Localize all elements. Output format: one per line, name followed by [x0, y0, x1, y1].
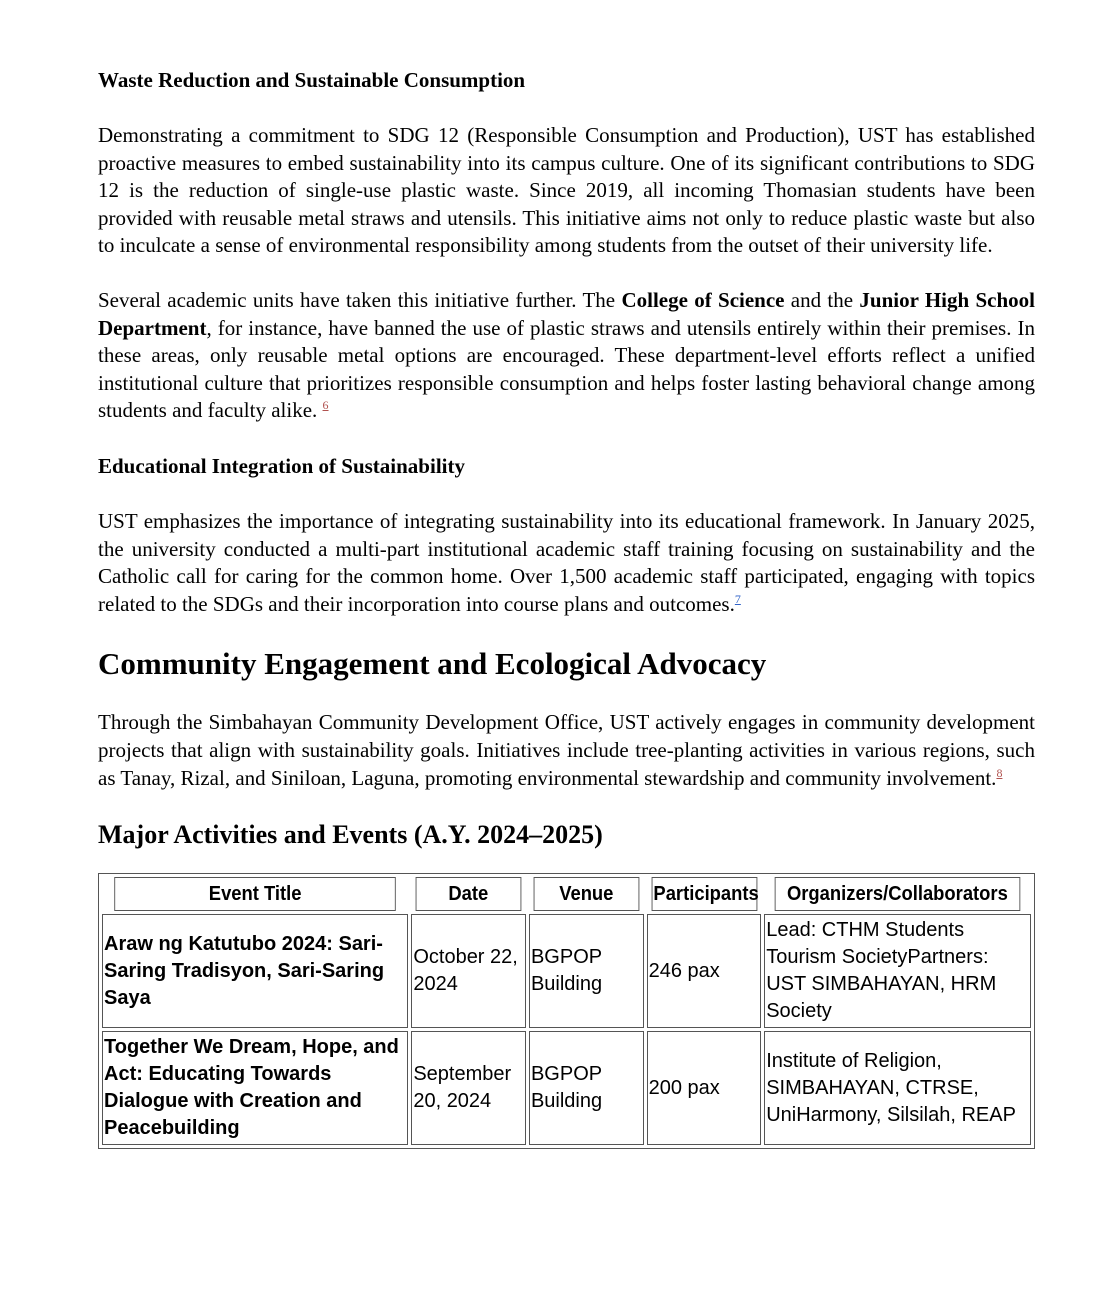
date-cell: October 22, 2024 — [411, 914, 526, 1028]
waste-paragraph-1: Demonstrating a commitment to SDG 12 (Responsible Consumption and Production), UST has established proactive measures to embed sustainability into its campus culture. One of its significant contributions to SDG 12 is the reduction of single-use plastic waste. Since 2019, all incoming Thomasian students have been provided with reusable metal straws and utensils. This initiative aims not only to reduce plastic waste but also to inculcate a sense of environmental responsibility among students from the outset of their university life. — [98, 123, 1035, 258]
header-event-title: Event Title — [114, 877, 396, 911]
community-engagement-heading: Community Engagement and Ecological Advocacy — [98, 646, 767, 682]
table-row — [102, 1031, 1031, 1145]
events-table — [98, 873, 1035, 1149]
education-text: UST emphasizes the importance of integrating sustainability into its educational framework. In January 2025, the university conducted a multi-part institutional academic staff training focusing on sustainability and the Catholic call for caring for the common home. Over 1,500 academic staff participated, engaging with topics related to the SDGs and their incorporation into course plans and outcomes. — [98, 508, 1035, 616]
college-of-science-bold: College of Science — [621, 287, 785, 312]
header-date: Date — [416, 877, 521, 911]
education-paragraph — [98, 508, 1035, 618]
venue-cell: BGPOP Building — [529, 1031, 644, 1145]
footnote-link-8[interactable]: 8 — [996, 765, 1003, 780]
educational-integration-heading: Educational Integration of Sustainability — [98, 453, 465, 478]
header-venue: Venue — [534, 877, 639, 911]
waste-p2-text-e: , for instance, have banned the use of plastic straws and utensils entirely within their premises. In these areas, only reusable metal options are encouraged. These department-level efforts reflect a unified institutional culture that prioritizes responsible consumption and helps foster lasting behavioral change among students and faculty alike. — [98, 315, 1035, 423]
document-page — [98, 66, 1035, 1149]
organizers-cell: Lead: CTHM Students Tourism SocietyPartners: UST SIMBAHAYAN, HRM Society — [764, 914, 1031, 1028]
header-organizers: Organizers/Collaborators — [775, 877, 1020, 911]
footnote-link-6[interactable]: 6 — [322, 398, 329, 413]
waste-paragraph-2 — [98, 287, 1035, 425]
table-row — [102, 914, 1031, 1028]
footnote-link-7[interactable]: 7 — [734, 591, 741, 606]
junior-high-bold: Junior High School Department — [98, 287, 1035, 340]
venue-cell: BGPOP Building — [529, 914, 644, 1028]
major-activities-heading: Major Activities and Events (A.Y. 2024–2025) — [98, 820, 603, 850]
event-title-cell: Together We Dream, Hope, and Act: Educating Towards Dialogue with Creation and Peacebuilding — [102, 1031, 408, 1145]
event-title-cell: Araw ng Katutubo 2024: Sari-Saring Tradisyon, Sari-Saring Saya — [102, 914, 408, 1028]
date-cell: September 20, 2024 — [411, 1031, 526, 1145]
header-participants: Participants — [651, 877, 756, 911]
community-text: Through the Simbahayan Community Development Office, UST actively engages in community development projects that align with sustainability goals. Initiatives include tree-planting activities in various regions, such as Tanay, Rizal, and Siniloan, Laguna, promoting environmental stewardship and community involvement. — [98, 710, 1035, 790]
table-header-row — [102, 877, 1031, 911]
community-paragraph — [98, 709, 1035, 792]
participants-cell: 200 pax — [647, 1031, 762, 1145]
waste-p2-text-a: Several academic units have taken this initiative further. The — [98, 287, 622, 312]
waste-reduction-heading: Waste Reduction and Sustainable Consumption — [98, 68, 526, 92]
organizers-cell: Institute of Religion, SIMBAHAYAN, CTRSE, UniHarmony, Silsilah, REAP — [764, 1031, 1031, 1145]
waste-p2-text-c: and the — [784, 287, 860, 312]
participants-cell: 246 pax — [647, 914, 762, 1028]
